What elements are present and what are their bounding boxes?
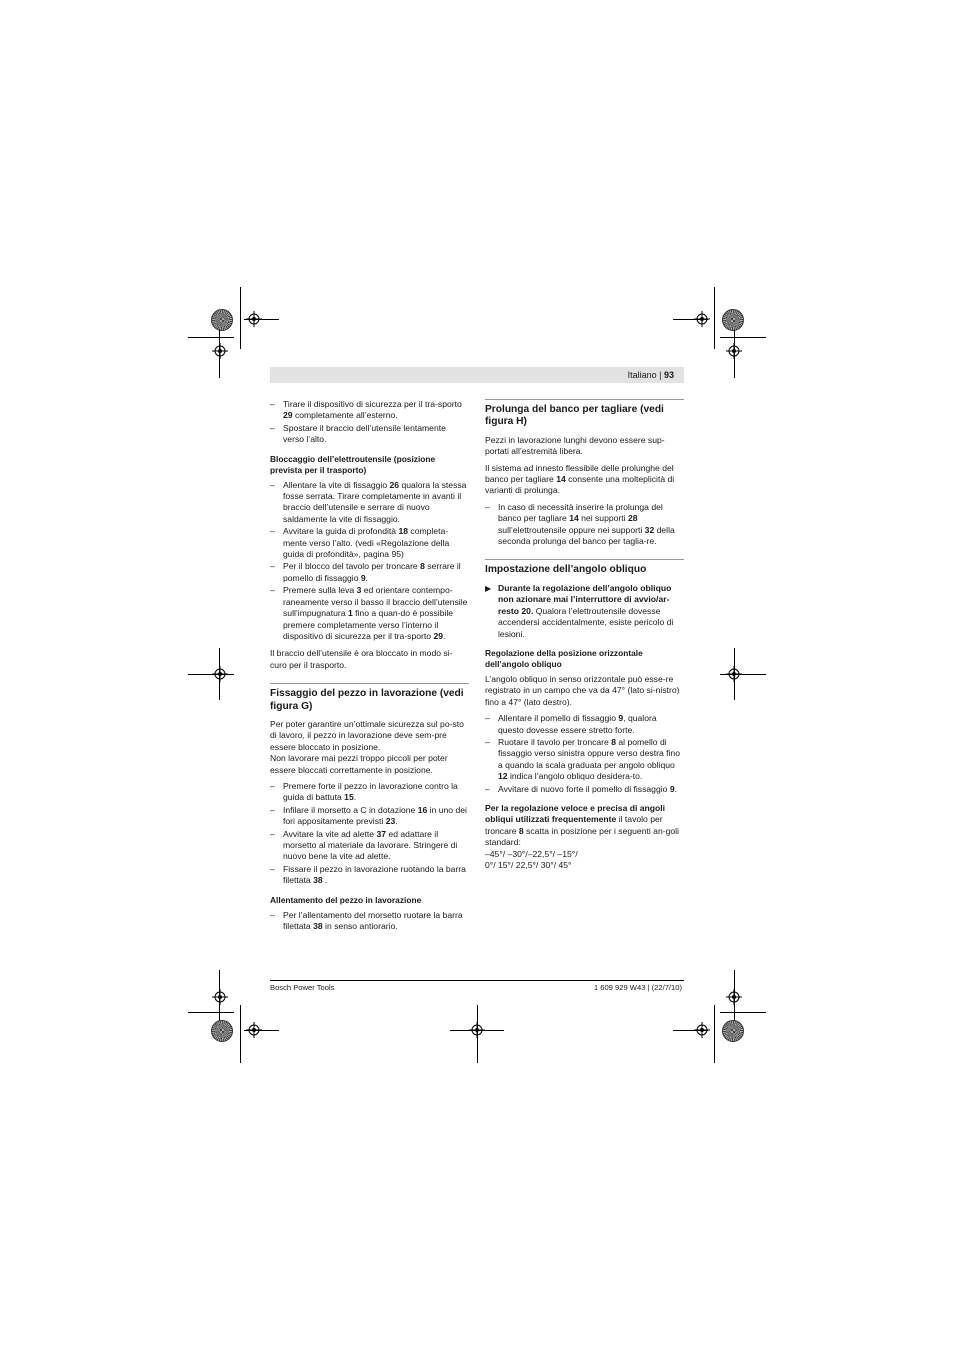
list-item: – Avvitare di nuovo forte il pomello di fissaggio 9.: [485, 783, 677, 794]
list-item: – Premere forte il pezzo in lavorazione contro la guida di battuta 15.: [270, 780, 458, 803]
paragraph: Non lavorare mai pezzi troppo piccoli per poter essere bloccati correttamente in posizione.: [270, 753, 448, 775]
horizontal-heading: Regolazione della posizione orizzontale dell’angolo obliquo: [485, 647, 643, 669]
registration-disc-icon: [722, 309, 744, 331]
list-item: – Fissare il pezzo in lavorazione ruotando la barra filettata 38 .: [270, 863, 466, 886]
paragraph: L’angolo obliquo in senso orizzontale può esse-re registrato in un campo che va da 47° (lato si-nistro) fino a 47° (lato destro).: [485, 673, 680, 707]
locking-heading: Bloccaggio dell’elettroutensile (posizione prevista per il trasporto): [270, 453, 436, 475]
registration-target-icon: [212, 343, 228, 359]
workpiece-section: [270, 683, 469, 713]
registration-target-icon: [212, 989, 228, 1005]
list-item: – Avvitare la vite ad alette 37 ed adattare il morsetto al materiale da lavorare. Stringere di nuovo bene la vite ad alette.: [270, 828, 458, 862]
left-column: [270, 399, 469, 933]
section-title: Fissaggio del pezzo in lavorazione (vedi figura G): [270, 688, 464, 712]
angles-line: –45°/ –30°/–22,5°/ –15°/: [485, 848, 578, 859]
extension-section: [485, 399, 684, 429]
paragraph: Il sistema ad innesto flessibile delle prolunghe del banco per tagliare 14 consente una molteplicità di varianti di prolunga.: [485, 462, 675, 496]
list-item: – Spostare il braccio dell’utensile lentamente verso l’alto.: [270, 422, 446, 445]
list-item: – Per il blocco del tavolo per troncare 8 serrare il pomello di fissaggio 9.: [270, 561, 461, 583]
list-item: – Allentare il pomello di fissaggio 9, qualora questo dovesse essere stretto forte.: [485, 713, 657, 735]
list-item: – Infilare il morsetto a C in dotazione 16 in uno dei fori appositamente previsti 23.: [270, 804, 467, 827]
page-header: [270, 367, 684, 383]
warning-item: ▶ Durante la regolazione dell’angolo obliquo non azionare mai l’interruttore di avvio/ar-resto 20. Qualora l’elettroutensile dovesse accendersi accidentalmente, esiste pericolo di lesioni.: [485, 582, 674, 639]
paragraph: Per poter garantire un’ottimale sicurezza sul po-sto di lavoro, il pezzo in lavorazione deve sem-pre essere bloccato in posizione.: [270, 718, 464, 752]
miter-section: [485, 559, 684, 576]
registration-target-icon: [694, 311, 710, 327]
footer-rule: [270, 980, 684, 981]
list-item: – Avvitare la guida di profondità 18 completa-mente verso l’alto. (vedi «Regolazione della guida di profondità», pagina 95): [270, 526, 450, 560]
angles-line: 0°/ 15°/ 22,5°/ 30°/ 45°: [485, 860, 572, 870]
footer-doc-number: 1 609 929 W43 | (22/7/10): [593, 983, 682, 992]
release-heading: Allentamento del pezzo in lavorazione: [270, 894, 422, 905]
list-item: – Ruotare il tavolo per troncare 8 al pomello di fissaggio verso sinistra oppure verso destra fino a quando la scala graduata per angolo obliquo 12 indica l’angolo obliquo desidera-to.: [485, 736, 680, 782]
registration-disc-icon: [211, 309, 233, 331]
list-item: – Tirare il dispositivo di sicurezza per il tra-sporto 29 completamente all’esterno.: [270, 399, 462, 421]
header-text: Italiano | 93: [627, 370, 674, 380]
header-language: Italiano: [627, 370, 657, 380]
registration-disc-icon: [722, 1020, 744, 1042]
registration-disc-icon: [211, 1020, 233, 1042]
list-item: – In caso di necessità inserire la prolunga del banco per tagliare 14 nei supporti 28 sull’elettroutensile oppure nei supporti 32 della seconda prolunga del banco per taglia-re.: [485, 501, 675, 547]
paragraph: Pezzi in lavorazione lunghi devono essere sup-portati all’estremità libera.: [485, 434, 665, 457]
right-column: [485, 399, 684, 871]
quick-settings-paragraph: Per la regolazione veloce e precisa di angoli obliqui utilizzati frequentemente il tavolo per troncare 8 scatta in posizione per i seguenti an-goli standard:: [485, 802, 679, 848]
registration-target-icon: [246, 311, 262, 327]
locked-note: Il braccio dell’utensile è ora bloccato in modo si-curo per il trasporto.: [270, 648, 453, 670]
list-item: – Per l’allentamento del morsetto ruotare la barra filettata 38 in senso antiorario.: [270, 909, 463, 932]
section-title: Impostazione dell’angolo obliquo: [485, 564, 647, 576]
page-number: 93: [663, 370, 674, 380]
list-item: – Premere sulla leva 3 ed orientare contempo-raneamente verso il basso il braccio dell’utensile sull’impugnatura 1 fino a quan-do è possibile premere completamente verso l’interno il dispositivo di sicurezza per il tra-sporto 29.: [270, 585, 468, 641]
section-title: Prolunga del banco per tagliare (vedi figura H): [485, 404, 664, 428]
warning-arrow-icon: ▶: [485, 583, 492, 593]
list-item: – Allentare la vite di fissaggio 26 qualora la stessa fosse serrata. Tirare completamente in avanti il braccio dell’utensile e serrare di nuovo saldamente la vite di fissaggio.: [270, 479, 467, 524]
footer-brand: Bosch Power Tools: [270, 983, 335, 992]
